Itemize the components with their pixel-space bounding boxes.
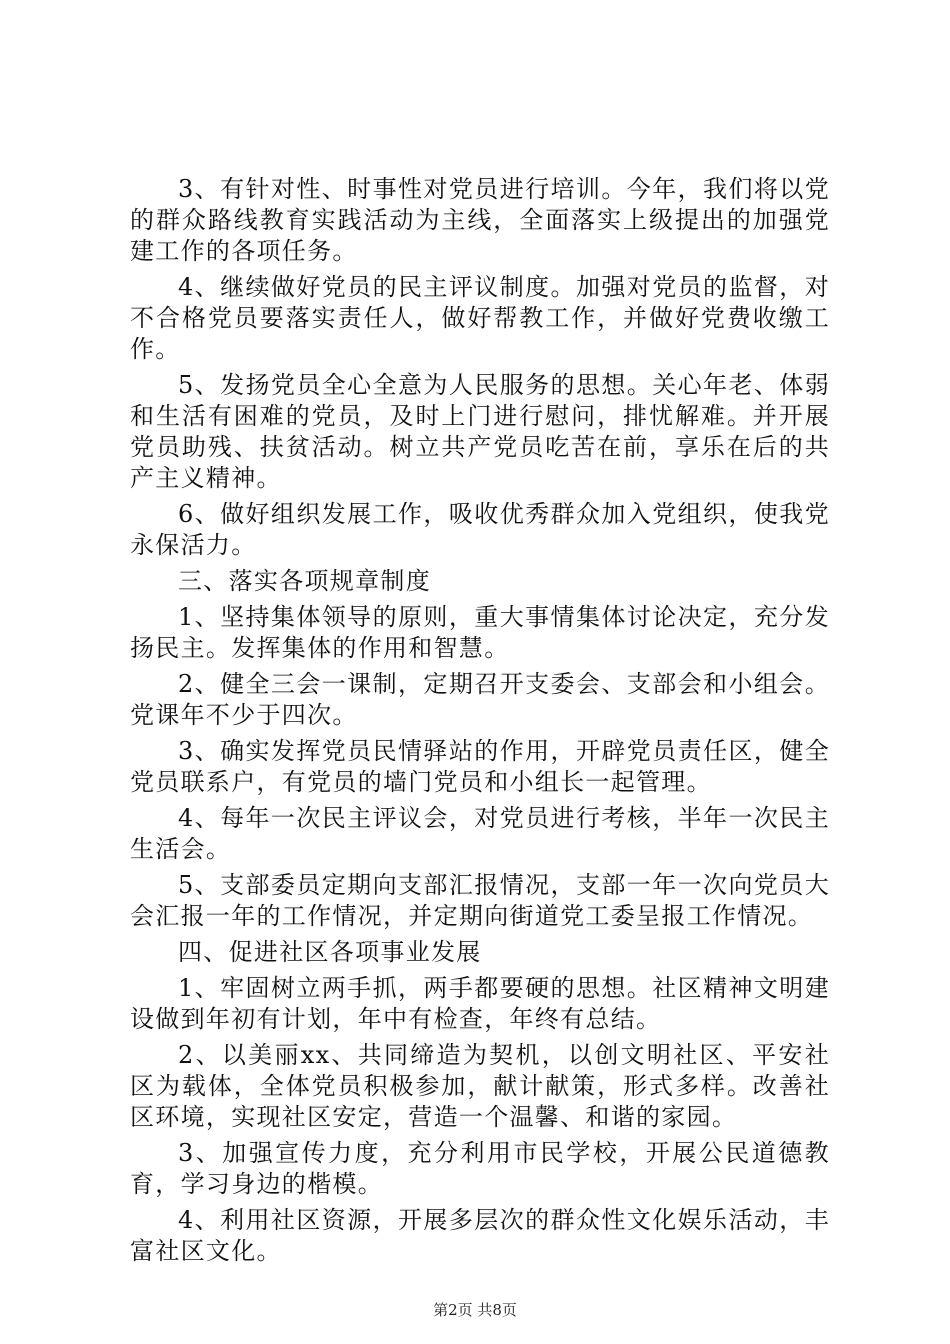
paragraph-beautiful-xx: 2、以美丽xx、共同缔造为契机，以创文明社区、平安社区为载体，全体党员积极参加，献计献策，形式多样。改善社区环境，实现社区安定，营造一个温馨、和谐的家园。 (130, 1041, 830, 1131)
section-heading-community: 四、促进社区各项事业发展 (178, 938, 482, 966)
paragraph-annual-review: 4、每年一次民主评议会，对党员进行考核，半年一次民主生活会。 (130, 804, 830, 863)
section-heading-rules: 三、落实各项规章制度 (178, 567, 431, 595)
page-number-footer: 第2页 共8页 (433, 1301, 517, 1319)
paragraph-reporting: 5、支部委员定期向支部汇报情况，支部一年一次向党员大会汇报一年的工作情况，并定期向街道党工委呈报工作情况。 (130, 871, 830, 930)
paragraph-organization-development: 6、做好组织发展工作，吸收优秀群众加入党组织，使我党永保活力。 (130, 500, 830, 559)
paragraph-serve-people: 5、发扬党员全心全意为人民服务的思想。关心年老、体弱和生活有困难的党员，及时上门进行慰问，排忧解难。并开展党员助残、扶贫活动。树立共产党员吃苦在前，享乐在后的共产主义精神。 (130, 371, 830, 492)
paragraph-culture: 4、利用社区资源，开展多层次的群众性文化娱乐活动，丰富社区文化。 (130, 1206, 830, 1265)
paragraph-station: 3、确实发挥党员民情驿站的作用，开辟党员责任区，健全党员联系户，有党员的墙门党员和小组长一起管理。 (130, 737, 830, 796)
paragraph-two-hands: 1、牢固树立两手抓，两手都要硬的思想。社区精神文明建设做到年初有计划，年中有检查，年终有总结。 (130, 974, 830, 1033)
document-body (130, 174, 830, 1272)
paragraph-publicity: 3、加强宣传力度，充分利用市民学校，开展公民道德教育，学习身边的楷模。 (130, 1139, 830, 1198)
paragraph-collective-leadership: 1、坚持集体领导的原则，重大事情集体讨论决定，充分发扬民主。发挥集体的作用和智慧。 (130, 603, 830, 662)
paragraph-three-meetings: 2、健全三会一课制，定期召开支委会、支部会和小组会。党课年不少于四次。 (130, 670, 830, 729)
paragraph-democratic-review: 4、继续做好党员的民主评议制度。加强对党员的监督，对不合格党员要落实责任人，做好帮教工作，并做好党费收缴工作。 (130, 273, 830, 363)
paragraph-training: 3、有针对性、时事性对党员进行培训。今年，我们将以党的群众路线教育实践活动为主线，全面落实上级提出的加强党建工作的各项任务。 (130, 175, 830, 265)
